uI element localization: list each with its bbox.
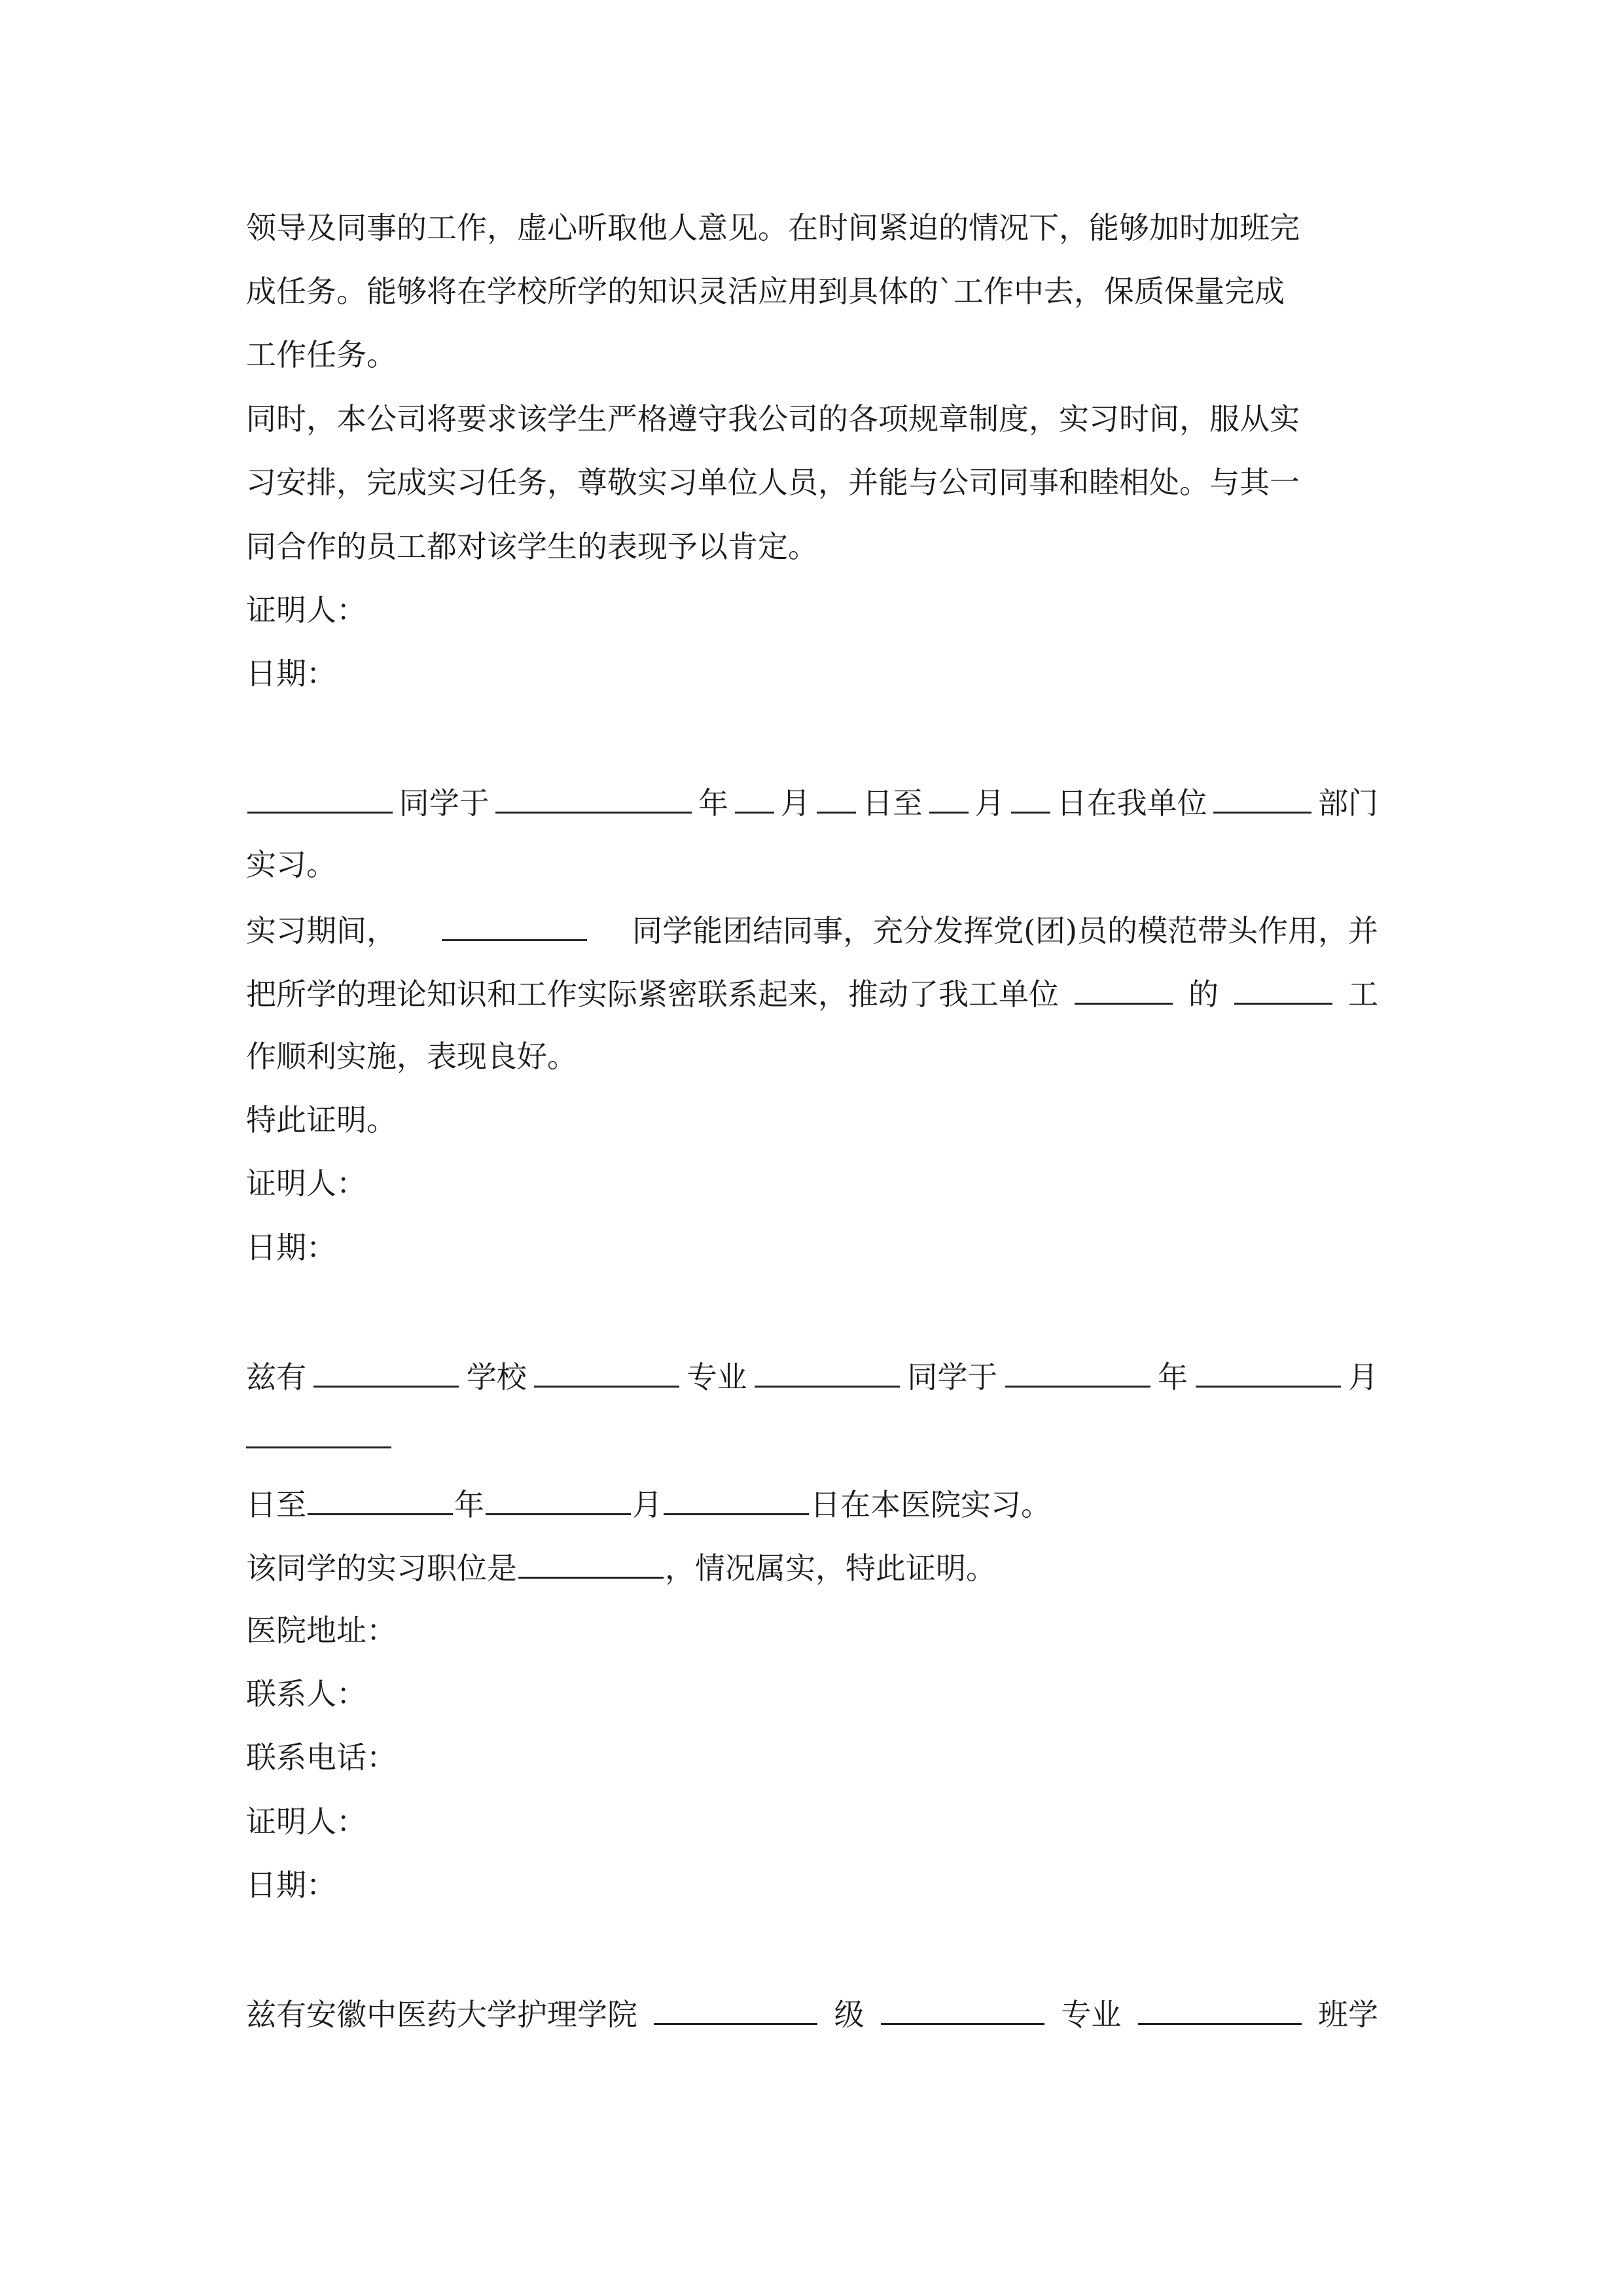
blank-student-name-2[interactable]: [442, 909, 587, 941]
s3-date-label: 日期：: [246, 1867, 336, 1903]
s2-line-4: 把所学的理论知识和工作实际紧密联系起来，推动了我工单位 的 工: [246, 973, 1378, 1012]
blank-start-year[interactable]: [495, 781, 692, 814]
s3-witness-label: 证明人：: [246, 1804, 366, 1839]
s1-date-label: 日期：: [246, 656, 336, 691]
s2-line-3: 实习期间， 同学能团结同事，充分发挥党(团)员的模范带头作用，并: [246, 909, 1378, 948]
blank-start-day[interactable]: [817, 781, 856, 814]
blank-major-2[interactable]: [881, 1993, 1044, 2025]
s3-line-2: 日至 年 月 日在本医院实习。: [246, 1483, 1378, 1522]
s3-phone-label: 联系电话：: [246, 1740, 397, 1775]
s3-address-label: 医院地址：: [246, 1613, 397, 1648]
blank-work[interactable]: [1234, 973, 1332, 1005]
s3-line-1: 兹有 学校 专业 同学于 年 月: [246, 1355, 1378, 1395]
blank-unit[interactable]: [1075, 973, 1173, 1005]
blank-month-2[interactable]: [486, 1483, 631, 1515]
blank-start-month[interactable]: [735, 781, 774, 814]
s1-line-1: 领导及同事的工作，虚心听取他人意见。在时间紧迫的情况下，能够加时加班完: [246, 210, 1300, 245]
blank-day-2[interactable]: [664, 1483, 809, 1515]
blank-student-name[interactable]: [247, 781, 393, 814]
s2-line-5: 作顺利实施，表现良好。: [246, 1039, 577, 1074]
blank-day-1[interactable]: [246, 1446, 391, 1448]
blank-month-1[interactable]: [1196, 1355, 1341, 1388]
blank-position[interactable]: [518, 1547, 664, 1579]
blank-department[interactable]: [1213, 781, 1311, 814]
s1-line-3: 工作任务。: [246, 337, 397, 372]
blank-year-2[interactable]: [308, 1483, 453, 1515]
blank-end-day[interactable]: [1011, 781, 1050, 814]
blank-year-1[interactable]: [1005, 1355, 1150, 1388]
blank-school[interactable]: [313, 1355, 459, 1388]
s3-contact-label: 联系人：: [246, 1676, 366, 1712]
s1-line-5: 习安排，完成实习任务，尊敬实习单位人员，并能与公司同事和睦相处。与其一: [246, 465, 1300, 500]
s1-line-6: 同合作的员工都对该学生的表现予以肯定。: [246, 529, 818, 564]
blank-grade[interactable]: [654, 1993, 817, 2025]
s2-line-6: 特此证明。: [246, 1102, 397, 1138]
blank-class[interactable]: [1138, 1993, 1302, 2025]
s2-date-label: 日期：: [246, 1230, 336, 1265]
s1-line-2: 成任务。能够将在学校所学的知识灵活应用到具体的`工作中去，保质保量完成: [246, 274, 1285, 309]
s4-line-1: 兹有安徽中医药大学护理学院 级 专业 班学: [246, 1993, 1378, 2032]
s2-line-2: 实习。: [246, 847, 336, 882]
blank-major[interactable]: [534, 1355, 679, 1388]
s2-line-1: 同学于 年 月 日至 月 日在我单位 部门: [246, 781, 1378, 821]
s1-line-4: 同时，本公司将要求该学生严格遵守我公司的各项规章制度，实习时间，服从实: [246, 401, 1300, 437]
s1-witness-label: 证明人：: [246, 592, 366, 628]
s3-line-3: 该同学的实习职位是 ，情况属实，特此证明。: [246, 1547, 1378, 1586]
s2-witness-label: 证明人：: [246, 1166, 366, 1201]
blank-student[interactable]: [755, 1355, 900, 1388]
blank-end-month[interactable]: [929, 781, 969, 814]
